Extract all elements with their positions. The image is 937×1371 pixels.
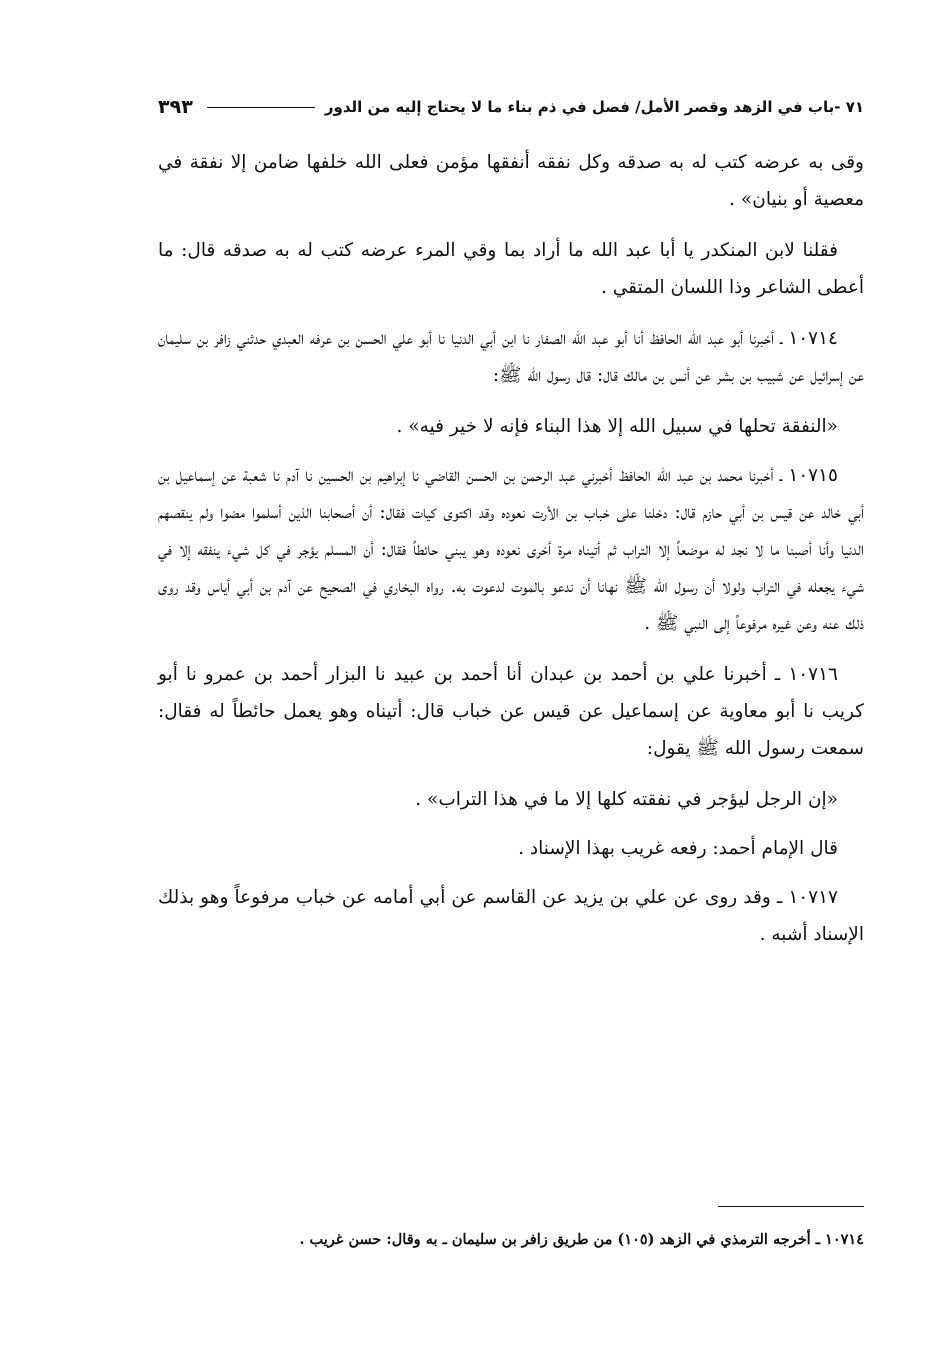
page-body bbox=[158, 144, 864, 967]
header-rule bbox=[207, 107, 315, 108]
quote-10716: «إن الرجل ليؤجر في نفقته كلها إلا ما في هذا التراب» . bbox=[415, 789, 838, 810]
hadith-10717: ١٠٧١٧ ـ وقد روى عن علي بن يزيد عن القاسم عن أبي أمامه عن خباب مرفوعاً وهو بذلك الإسناد أشبه . bbox=[158, 887, 864, 945]
chapter-title: ٧١ -باب في الزهد وقصر الأمل/ فصل في ذم بناء ما لا يحتاج إليه من الدور bbox=[324, 98, 864, 116]
paragraph-2: فقلنا لابن المنكدر يا أبا عبد الله ما أراد بما وقي المرء عرضه كتب له به صدقه قال: ما أعطى الشاعر وذا اللسان المتقي . bbox=[158, 240, 864, 298]
running-header bbox=[158, 92, 864, 122]
paragraph-1: وقى به عرضه كتب له به صدقه وكل نفقه أنفقها مؤمن فعلى الله خلفها ضامن إلا نفقة في معصية أو بنيان» . bbox=[158, 152, 864, 210]
imam-ahmad-comment: قال الإمام أحمد: رفعه غريب بهذا الإسناد . bbox=[518, 838, 838, 859]
quote-10714: «النفقة تحلها في سبيل الله إلا هذا البناء فإنه لا خير فيه» . bbox=[396, 416, 838, 437]
footnote-rule bbox=[718, 1206, 864, 1207]
footnote: ١٠٧١٤ ـ أخرجه الترمذي في الزهد (١٠٥) من طريق زافر بن سليمان ـ به وقال: حسن غريب . bbox=[299, 1231, 864, 1248]
hadith-10716: ١٠٧١٦ ـ أخبرنا علي بن أحمد بن عبدان أنا أحمد بن عبيد نا البزار أحمد بن عمرو نا أبو كريب نا أبو معاوية عن إسماعيل عن قيس عن خباب قال: أتيناه وهو يعمل حائطاً له فقال: سمعت رسول الله ﷺ يقول: bbox=[158, 664, 864, 759]
hadith-10714: ١٠٧١٤ ـ أخبرنا أبو عبد الله الحافظ أنا أبو عبد الله الصفار نا ابن أبي الدنيا نا أبو علي الحسن بن عرفه العبدي حدثني زافر بن سليمان عن إسرائيل عن شبيب بن بشر عن أنس بن مالك قال: قال رسول الله ﷺ: bbox=[158, 328, 864, 386]
page-number: ٣٩٣ bbox=[158, 96, 193, 118]
hadith-10715: ١٠٧١٥ ـ أخبرنا محمد بن عبد الله الحافظ أخبرني عبد الرحمن بن الحسن القاضي نا إبراهيم بن الحسين نا آدم نا شعبة عن إسماعيل بن أبي خالد عن قيس بن أبي حازم قال: دخلنا على خباب بن الأرت نعوده وقد اكتوى كيات فقال: أن أصحابنا الذين أسلموا مضوا ولم ينقصهم الدنيا وأنا أصبنا ما لا نجد له موضعاً إلا التراب ثم أتيناه مرة أخرى نعوده وهو يبني حائطاً فقال: أن المسلم يؤجر في كل شيء ينفقه إلا في شيء يجعله في التراب ولولا أن رسول الله ﷺ نهانا أن ندعو بالموت لدعوت به. رواه البخاري في الصحيح عن آدم بن أبي أياس وقد روى ذلك عنه وعن غيره مرفوعاً إلى النبي ﷺ . bbox=[158, 465, 864, 634]
